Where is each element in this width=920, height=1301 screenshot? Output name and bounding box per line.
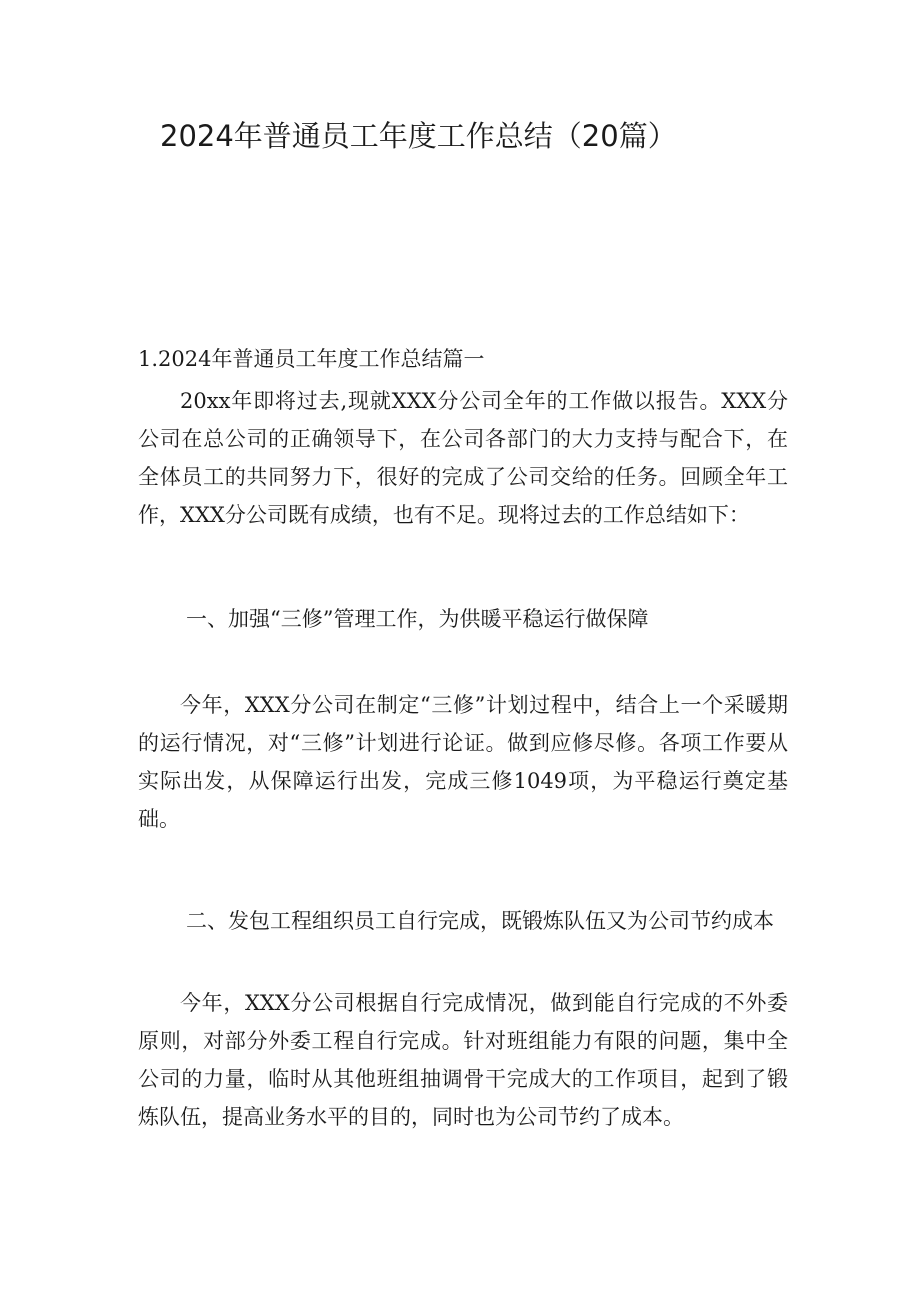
- paragraph-intro: 20xx年即将过去,现就XXX分公司全年的工作做以报告。XXX分公司在总公司的正确领导下，在公司各部门的大力支持与配合下，在全体员工的共同努力下，很好的完成了公司交给的任务。回顾全年工作，XXX分公司既有成绩，也有不足。现将过去的工作总结如下：: [138, 389, 788, 527]
- subheading-1: 一、加强“三修”管理工作，为供暖平稳运行做保障: [186, 607, 649, 631]
- document-title: 2024年普通员工年度工作总结（20篇）: [160, 119, 677, 153]
- section-heading: 1.2024年普通员工年度工作总结篇一: [138, 347, 485, 371]
- paragraph-1: 今年，XXX分公司在制定“三修”计划过程中，结合上一个采暖期的运行情况，对“三修”计划进行论证。做到应修尽修。各项工作要从实际出发，从保障运行出发，完成三修1049项，为平稳运行奠定基础。: [138, 693, 788, 831]
- subheading-2: 二、发包工程组织员工自行完成，既锻炼队伍又为公司节约成本: [186, 909, 774, 933]
- paragraph-2: 今年，XXX分公司根据自行完成情况，做到能自行完成的不外委原则，对部分外委工程自行完成。针对班组能力有限的问题，集中全公司的力量，临时从其他班组抽调骨干完成大的工作项目，起到了锻炼队伍，提高业务水平的目的，同时也为公司节约了成本。: [138, 991, 788, 1129]
